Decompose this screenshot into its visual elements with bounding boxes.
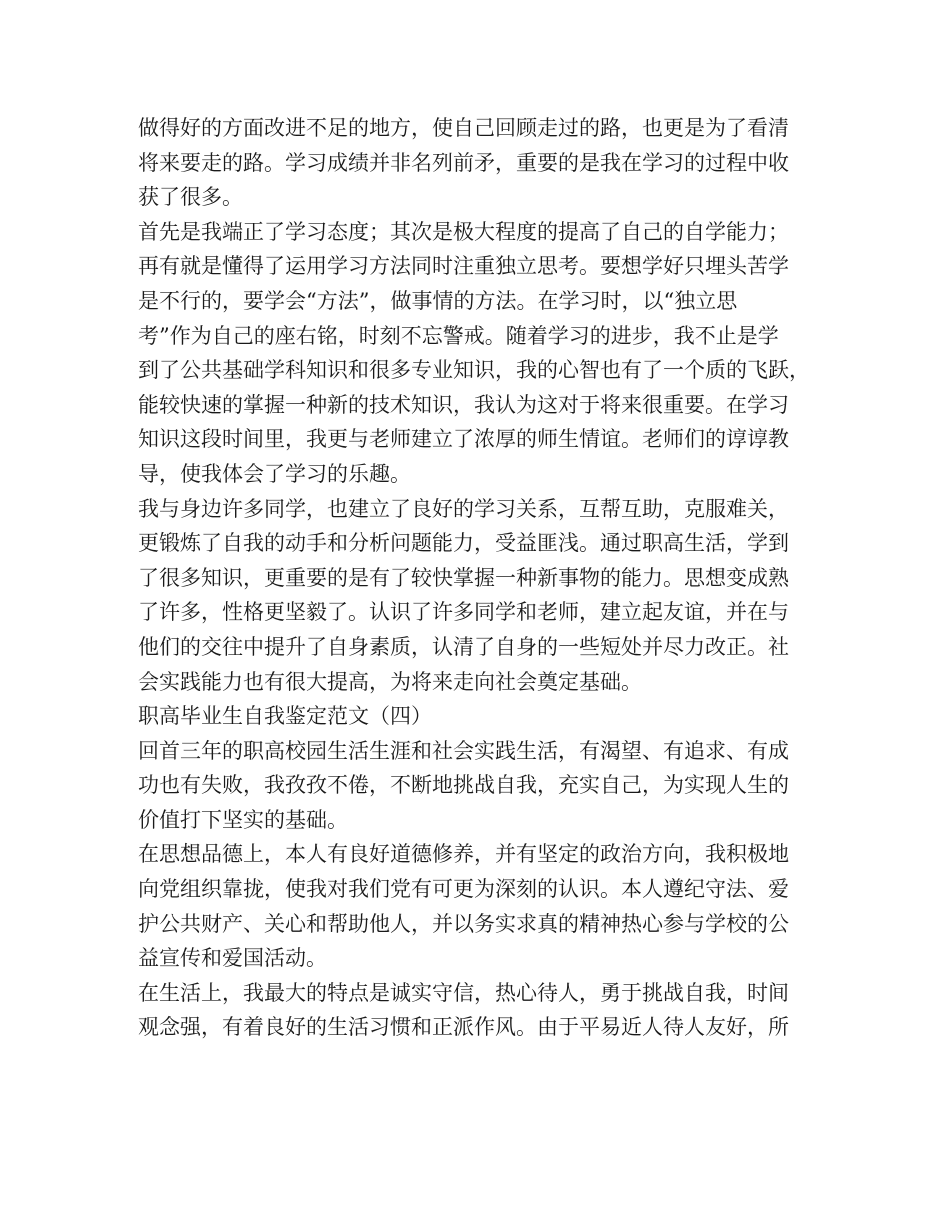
text-line: 观念强，有着良好的生活习惯和正派作风。由于平易近人待人友好，所 — [138, 1015, 789, 1040]
text-line: 护公共财产、关心和帮助他人，并以务实求真的精神热心参与学校的公 — [138, 911, 789, 936]
text-line: 会实践能力也有很大提高，为将来走向社会奠定基础。 — [138, 669, 642, 694]
text-line: 在思想品德上，本人有良好道德修养，并有坚定的政治方向，我积极地 — [138, 842, 789, 867]
text-line: 能较快速的掌握一种新的技术知识，我认为这对于将来很重要。在学习 — [138, 392, 789, 417]
text-line: 是不行的，要学会“方法”，做事情的方法。在学习时，以“独立思 — [138, 288, 738, 313]
section-heading: 职高毕业生自我鉴定范文（四） — [138, 704, 432, 729]
text-line: 知识这段时间里，我更与老师建立了浓厚的师生情谊。老师们的谆谆教 — [138, 427, 789, 452]
text-line: 功也有失败，我孜孜不倦，不断地挑战自我，充实自己，为实现人生的 — [138, 773, 789, 798]
text-line: 首先是我端正了学习态度；其次是极大程度的提高了自己的自学能力； — [138, 219, 789, 244]
text-line: 获了很多。 — [138, 185, 243, 210]
text-line: 了很多知识，更重要的是有了较快掌握一种新事物的能力。思想变成熟 — [138, 565, 789, 590]
text-line: 他们的交往中提升了自身素质，认清了自身的一些短处并尽力改正。社 — [138, 634, 789, 659]
text-line: 考”作为自己的座右铭，时刻不忘警戒。随着学习的进步，我不止是学 — [138, 323, 779, 348]
text-line: 回首三年的职高校园生活生涯和社会实践生活，有渴望、有追求、有成 — [138, 738, 789, 763]
text-line: 向党组织靠拢，使我对我们党有可更为深刻的认识。本人遵纪守法、爱 — [138, 877, 789, 902]
text-line: 了许多，性格更坚毅了。认识了许多同学和老师，建立起友谊，并在与 — [138, 600, 789, 625]
text-line: 到了公共基础学科知识和很多专业知识，我的心智也有了一个质的飞跃， — [138, 358, 810, 383]
text-line: 导，使我体会了学习的乐趣。 — [138, 461, 411, 486]
text-line: 我与身边许多同学，也建立了良好的学习关系，互帮互助，克服难关， — [138, 496, 789, 521]
text-line: 做得好的方面改进不足的地方，使自己回顾走过的路，也更是为了看清 — [138, 116, 789, 140]
text-line: 将来要走的路。学习成绩并非名列前矛，重要的是我在学习的过程中收 — [138, 150, 789, 175]
text-line: 价值打下坚实的基础。 — [138, 807, 348, 832]
text-line: 更锻炼了自我的动手和分析问题能力，受益匪浅。通过职高生活，学到 — [138, 531, 789, 556]
text-line: 在生活上，我最大的特点是诚实守信，热心待人，勇于挑战自我，时间 — [138, 980, 789, 1005]
document-body — [138, 111, 818, 1045]
text-line: 再有就是懂得了运用学习方法同时注重独立思考。要想学好只埋头苦学 — [138, 254, 789, 279]
text-line: 益宣传和爱国活动。 — [138, 946, 327, 971]
